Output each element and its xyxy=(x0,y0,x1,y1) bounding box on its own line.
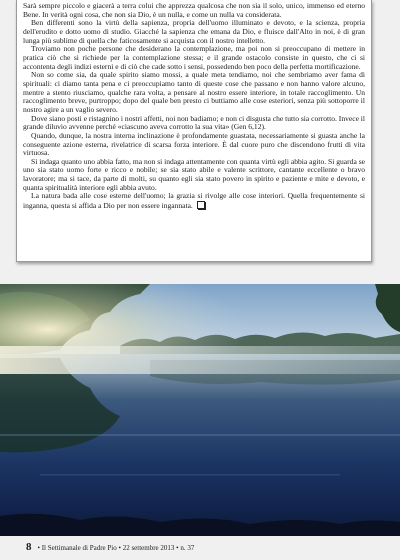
page-footer xyxy=(26,541,386,555)
article-text-box xyxy=(16,0,372,262)
page-number: 8 xyxy=(26,541,32,553)
article-paragraph: Dove siano posti e ristagnino i nostri affetti, noi non badiamo; e non ci disgusta che tutto sia corrotto. Invece il grande diluvio avvenne perché «ciascuno aveva corrotto la sua vita» (Gen 6,12). xyxy=(23,113,365,132)
article-paragraph: Non so come sia, da quale spirito siamo mossi, a quale meta tendiamo, noi che sembriamo aver fama di spirituali: ci diamo tanta pena e ci preoccupiamo tanto di queste cose che passano e non hanno valore alcuno, mentre a stento riusciamo, qualche rara volta, a pensare al nostro essere interiore, in totale raccoglimento. Un raccoglimento breve, purtroppo; dopo del quale ben presto ci buttiamo alle cose esteriori, senza più sottoporre il nostro agire a un vaglio severo. xyxy=(23,70,365,114)
article-paragraph: Ben differenti sono la virtù della sapienza, propria dell'uomo illuminato e devoto, e la scienza, propria dell'erudito e dotto uomo di studio. Giacché la sapienza che emana da Dio, e fluisce dall'Alto in noi, è di gran lunga più sublime di quella che faticosamente si acquista con il nostro intelletto. xyxy=(23,18,365,45)
lake-photo-illustration xyxy=(0,284,400,536)
lake-photo xyxy=(0,284,400,536)
article-paragraph: Quando, dunque, la nostra interna inclinazione è profondamente guastata, necessariamente si guasta anche la conseguente azione esterna, rivelatrice di scarsa forza interiore. È dal cuore puro che discendono frutti di vita virtuosa. xyxy=(23,130,365,158)
article-paragraph: Troviamo non poche persone che desiderano la contemplazione, ma poi non si preoccupano di mettere in pratica ciò che si richiede per la contemplazione stessa; e il grande ostacolo consiste in questo, che ci si accontenta degli indizi esterni e di ciò che cade sotto i sensi, possedendo ben poco della perfetta mortificazione. xyxy=(23,44,365,71)
article-paragraph: Sarà sempre piccolo e giacerà a terra colui che apprezza qualcosa che non sia il solo, unico, immenso ed eterno Bene. In verità ogni cosa, che non sia Dio, è un nulla, e come un nulla va considerata. xyxy=(23,1,365,19)
article-paragraph: Si indaga quanto uno abbia fatto, ma non si indaga attentamente con quanta virtù egli abbia agito. Si guarda se uno sia stato uomo forte e ricco e nobile; se sia stato abile e valente scrittore, cantante eccellente o bravo lavoratore; ma si tace, da parte di molti, su quanto egli sia stato povero in spirito e paziente e mite e devoto, e quanta spiritualità interiore egli abbia avuto. xyxy=(23,156,365,192)
publication-info: • Il Settimanale di Padre Pio • 22 settembre 2013 • n. 37 xyxy=(37,544,195,552)
article-paragraph-last: La natura bada alle cose esterne dell'uomo; la grazia si rivolge alle cose interiori. Quella frequentemente si inganna, questa si affida a Dio per non essere ingannata. xyxy=(23,191,365,211)
